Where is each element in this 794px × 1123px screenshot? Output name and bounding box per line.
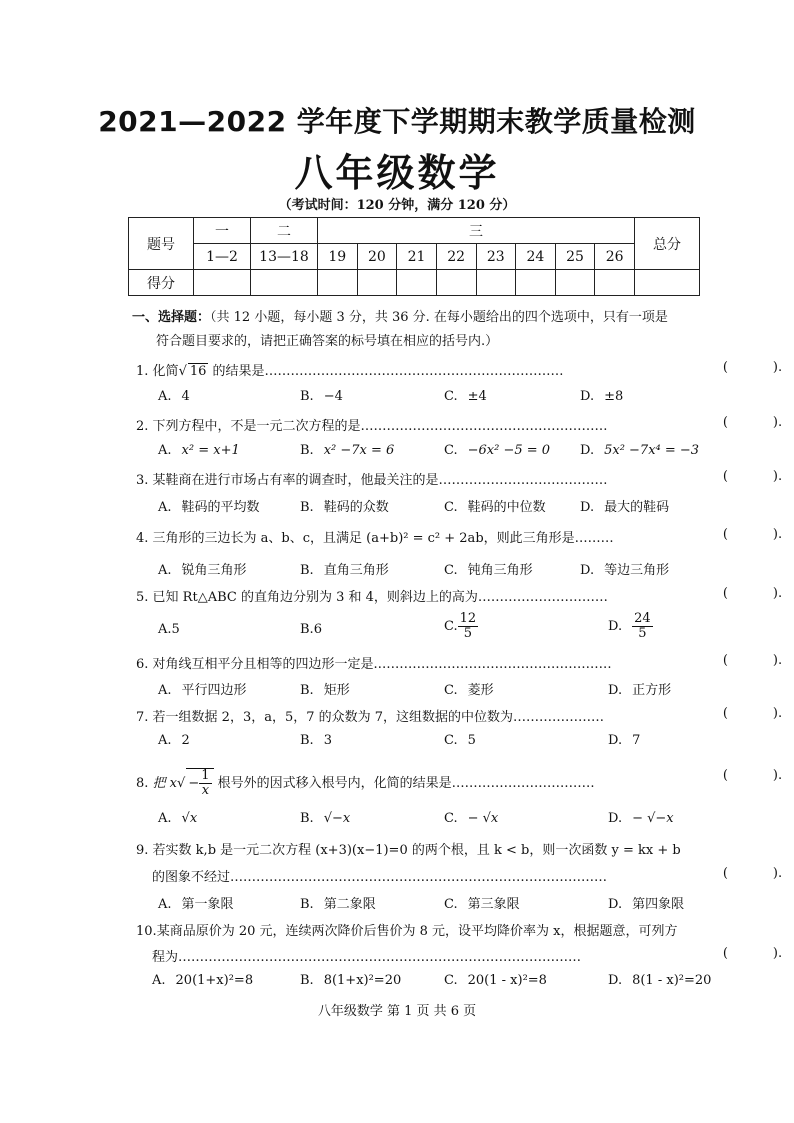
question-number: 3. <box>136 473 149 488</box>
option-a[interactable]: A. 4 <box>158 389 190 404</box>
fraction: $\frac{12}{5}$ <box>459 611 477 641</box>
option-d[interactable]: D. 7 <box>608 733 641 748</box>
score-cell[interactable] <box>251 270 318 296</box>
sqrt-radicand: − $\frac{1}{x}$ <box>186 768 213 798</box>
option-c[interactable]: C. $\frac{12}{5}$ <box>444 611 477 641</box>
row-label-question: 题号 <box>129 218 194 270</box>
answer-bracket[interactable]: ( ). <box>722 653 783 668</box>
question-9 <box>136 839 728 858</box>
option-c[interactable]: C. 鞋码的中位数 <box>444 500 546 515</box>
question-stem: 若实数 k,b 是一元二次方程 (x+3)(x−1)=0 的两个根，且 k < b，则一次函数 y = kx + b <box>152 843 681 858</box>
question-number: 4. <box>136 531 149 546</box>
option-b[interactable]: B. 直角三角形 <box>300 563 389 578</box>
answer-bracket[interactable]: ( ). <box>722 360 783 375</box>
question-3 <box>136 469 783 488</box>
question-2 <box>136 415 783 434</box>
group-header-3: 三 <box>318 218 635 244</box>
option-c[interactable]: C. 5 <box>444 733 476 748</box>
option-a[interactable]: A. 第一象限 <box>158 897 234 912</box>
question-stem: 若一组数据 2，3，a，5，7 的众数为 7，这组数据的中位数为………………… <box>152 710 605 725</box>
option-c[interactable]: C. 第三象限 <box>444 897 520 912</box>
question-stem: 某鞋商在进行市场占有率的调查时，他最关注的是………………………………… <box>152 473 608 488</box>
exam-subject: 八年级数学 <box>294 151 500 195</box>
question-number: 7. <box>136 710 149 725</box>
question-number: 10. <box>136 924 157 939</box>
answer-bracket[interactable]: ( ). <box>722 415 783 430</box>
answer-bracket[interactable]: ( ). <box>722 866 783 881</box>
option-c[interactable]: C. −6x² −5 = 0 <box>444 443 551 458</box>
score-table <box>128 217 700 296</box>
question-4 <box>136 527 783 546</box>
score-cell[interactable] <box>194 270 251 296</box>
answer-bracket[interactable]: ( ). <box>722 946 783 961</box>
sub-header: 25 <box>555 244 595 270</box>
option-c[interactable]: C. 20(1 - x)²=8 <box>444 973 547 988</box>
question-stem: 对角线互相平分且相等的四边形一定是.……………………………………………… <box>152 657 612 672</box>
option-a[interactable]: A. 平行四边形 <box>158 683 247 698</box>
sub-header: 21 <box>397 244 437 270</box>
score-cell[interactable] <box>397 270 437 296</box>
option-a[interactable]: A. 2 <box>158 733 190 748</box>
page-footer: 八年级数学 第 1 页 共 6 页 <box>317 1004 477 1019</box>
answer-bracket[interactable]: ( ). <box>722 706 783 721</box>
question-5 <box>136 586 783 605</box>
option-b[interactable]: B. x² −7x = 6 <box>300 443 395 458</box>
section-instruction-1: （共 12 小题，每小题 3 分，共 36 分. 在每小题给出的四个选项中，只有一项是 <box>210 310 668 325</box>
score-cell[interactable] <box>476 270 516 296</box>
score-cell[interactable] <box>516 270 556 296</box>
row-label-score: 得分 <box>129 270 194 296</box>
sub-header: 1—2 <box>194 244 251 270</box>
score-cell[interactable] <box>595 270 635 296</box>
question-stem: 的图象不经过…………………………………………………………………………… <box>152 870 608 885</box>
question-stem: 三角形的三边长为 a、b、c，且满足 (a+b)² = c² + 2ab，则此三角形是……… <box>152 531 614 546</box>
option-b[interactable]: B. −4 <box>300 389 343 404</box>
question-number: 8. <box>136 776 149 791</box>
score-cell[interactable] <box>357 270 397 296</box>
option-b[interactable]: B. 鞋码的众数 <box>300 500 389 515</box>
option-b[interactable]: B. 第二象限 <box>300 897 376 912</box>
question-1 <box>136 360 783 379</box>
question-6 <box>136 653 783 672</box>
sqrt-sign: √ <box>178 364 187 379</box>
option-b[interactable]: B. 8(1+x)²=20 <box>300 973 402 988</box>
question-number: 5. <box>136 590 149 605</box>
option-c[interactable]: C. 钝角三角形 <box>444 563 533 578</box>
sqrt-radicand: 16 <box>189 364 207 379</box>
section-heading: 一、选择题： <box>132 310 211 325</box>
option-d[interactable]: D. 第四象限 <box>608 897 685 912</box>
total-header: 总分 <box>635 218 700 270</box>
option-b[interactable]: B. 矩形 <box>300 683 350 698</box>
option-b[interactable]: B. √−x <box>300 811 351 826</box>
question-number: 6. <box>136 657 149 672</box>
answer-bracket[interactable]: ( ). <box>722 469 783 484</box>
option-a[interactable]: A.5 <box>158 622 180 637</box>
option-d[interactable]: D. $\frac{24}{5}$ <box>608 611 651 641</box>
question-number: 1. <box>136 364 149 379</box>
section-instruction-2: 符合题目要求的，请把正确答案的标号填在相应的括号内.） <box>156 334 499 349</box>
question-9-line-2 <box>152 866 783 885</box>
option-b[interactable]: B. 3 <box>300 733 332 748</box>
question-stem: 某商品原价为 20 元，连续两次降价后售价为 8 元，设平均降价率为 x，根据题意，可列方 <box>156 924 678 939</box>
option-d[interactable]: D. 正方形 <box>608 683 672 698</box>
question-stem: 根号外的因式移入根号内，化简的结果是…………………………… <box>217 776 595 791</box>
sub-header: 24 <box>516 244 556 270</box>
option-d[interactable]: D. ±8 <box>580 389 624 404</box>
exam-info: （考试时间：120 分钟，满分 120 分） <box>278 198 516 213</box>
option-d[interactable]: D. 5x² −7x⁴ = −3 <box>580 443 700 458</box>
fraction: $\frac{24}{5}$ <box>634 611 651 641</box>
score-cell[interactable] <box>555 270 595 296</box>
option-a[interactable]: A. √x <box>158 811 198 826</box>
question-7 <box>136 706 783 725</box>
option-a[interactable]: A. 锐角三角形 <box>158 563 247 578</box>
score-cell[interactable] <box>318 270 358 296</box>
question-8 <box>136 768 783 798</box>
sub-header: 22 <box>436 244 476 270</box>
question-stem: 的结果是…………………………………………………………… <box>212 364 564 379</box>
question-stem: 化简 <box>152 364 179 379</box>
question-number: 2. <box>136 419 149 434</box>
answer-bracket[interactable]: ( ). <box>722 527 783 542</box>
question-stem: 下列方程中，不是一元二次方程的是………………………………………………… <box>152 419 608 434</box>
sqrt-sign: √ <box>177 776 186 791</box>
sub-header: 23 <box>476 244 516 270</box>
option-c[interactable]: C. − √x <box>444 811 499 826</box>
option-a[interactable]: A. 20(1+x)²=8 <box>152 973 254 988</box>
option-c[interactable]: C. 菱形 <box>444 683 494 698</box>
option-b[interactable]: B.6 <box>300 622 322 637</box>
question-stem: 把 x <box>152 776 178 791</box>
exam-title: 2021—2022 学年度下学期期末教学质量检测 <box>98 105 696 138</box>
question-10-line-2 <box>152 946 783 965</box>
question-10 <box>136 920 728 939</box>
sub-header: 13—18 <box>251 244 318 270</box>
sub-header: 20 <box>357 244 397 270</box>
score-cell[interactable] <box>635 270 700 296</box>
answer-bracket[interactable]: ( ). <box>722 768 783 783</box>
option-c[interactable]: C. ±4 <box>444 389 487 404</box>
group-header-2: 二 <box>251 218 318 244</box>
option-d[interactable]: D. − √−x <box>608 811 674 826</box>
option-a[interactable]: A. x² = x+1 <box>158 443 240 458</box>
question-stem: 程为………………………………………………………………………………… <box>152 950 582 965</box>
question-stem: 已知 Rt△ABC 的直角边分别为 3 和 4，则斜边上的高为………………………… <box>152 590 608 605</box>
score-cell[interactable] <box>436 270 476 296</box>
option-d[interactable]: D. 最大的鞋码 <box>580 500 670 515</box>
section-instructions <box>132 306 732 354</box>
option-d[interactable]: D. 8(1 - x)²=20 <box>608 973 712 988</box>
sub-header: 26 <box>595 244 635 270</box>
answer-bracket[interactable]: ( ). <box>722 586 783 601</box>
group-header-1: 一 <box>194 218 251 244</box>
sub-header: 19 <box>318 244 358 270</box>
option-a[interactable]: A. 鞋码的平均数 <box>158 500 260 515</box>
question-number: 9. <box>136 843 149 858</box>
option-d[interactable]: D. 等边三角形 <box>580 563 670 578</box>
